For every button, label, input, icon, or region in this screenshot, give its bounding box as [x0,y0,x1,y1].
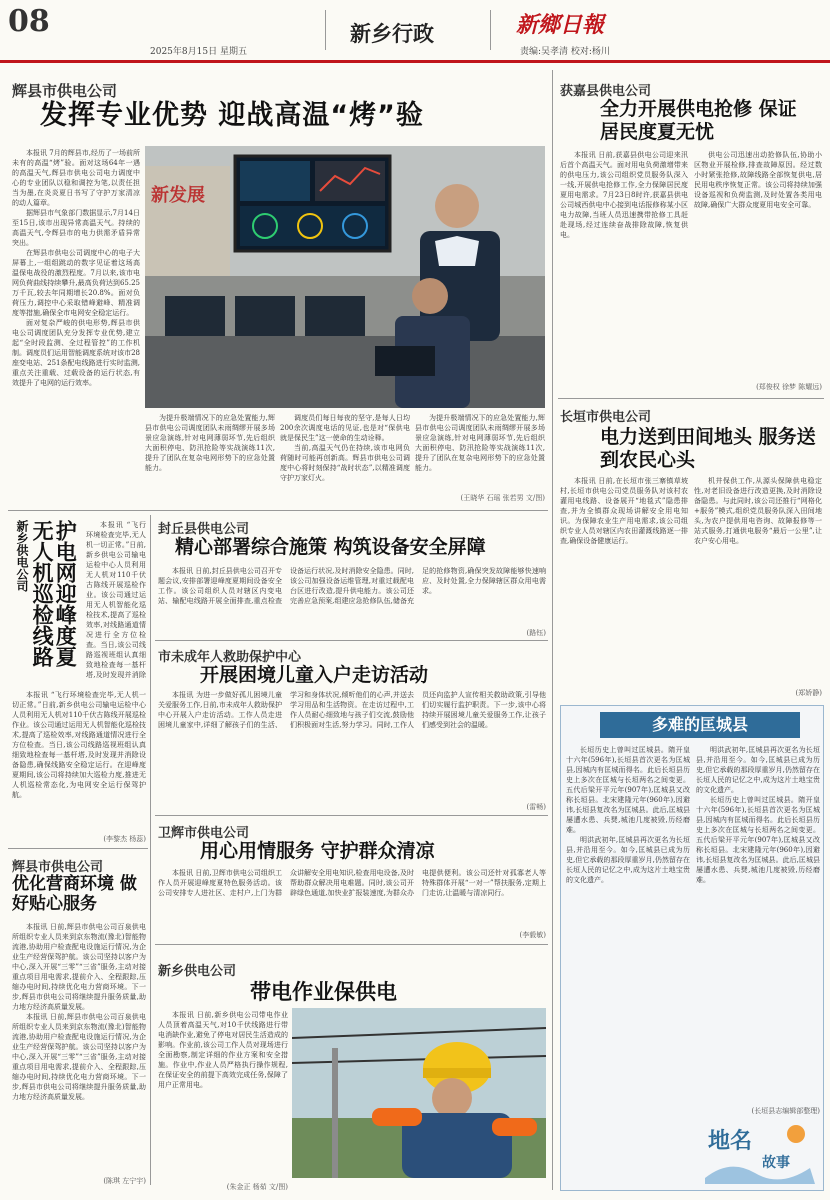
article-body: 本报讯 日前,封丘县供电公司召开专题会议,安排部署迎峰度夏期间设备安全工作。该公司组织人员对辖区内变电站、输配电线路开展全面排查,重点检查设备运行状况,及时消除安全隐患。同时,该公司加强设备运维管理,对重过载配电台区进行改造,提升供电能力。该公司还完善应急预案,组建应急抢修队伍,储备充足的抢修物资,确保突发故障能够快速响应、及时处置,全力保障辖区群众用电需求。 [158,567,546,605]
article-title: 护电网迎峰度夏 无人机巡检线路 [30,520,78,667]
article-body: 长垣历史上曾叫过匡城县。隋开皇十六年(596年),长垣县首次更名为匡城县,因城内有匡城而得名。此后长垣县历史上多次在匡城与长垣两名之间变更。五代后梁开平元年(907年),匡城县又改称长垣县。北宋建隆元年(960年),因避讳,长垣县复改名为匡城县。此后,匡城县屡遭水患、兵燹,城池几度被毁,历经磨难。 明洪武初年,匡城县再次更名为长垣县,并沿用至今。如今,匡城县已成为历史,但它承载的那段厚重岁月,仍然留存在长垣人民的记忆之中,成为这片土地宝贵的文化遗产。 [566,746,690,884]
article-body: 本报讯 日前,获嘉县供电公司迎来汛后首个高温天气。面对用电负荷激增带来的供电压力,该公司组织党员服务队深入一线,开展供电抢修工作,全力保障居民度夏用电需求。7月23日8时许,获嘉县供电公司城西供电中心接到电话报修称某小区电力故障,当班人员迅速携带抢修工具赶赴现场,经过连续奋战排除故障,恢复供电。 [560,151,688,239]
editor-line: 责编:吴孝清 校对:杨川 [520,47,610,57]
article-kicker: 卫辉市供电公司 [158,826,250,841]
divider [325,10,326,50]
article-title: 带电作业保供电 [250,980,397,1004]
article-title: 开展困境儿童入户走访活动 [200,664,429,686]
article-kicker: 新乡供电公司 [158,964,237,979]
column-logo-text: 地名 [708,1129,753,1154]
article-byline: (李黎杰 杨蕊) [103,835,146,843]
column-title: 多难的匡城县 [600,712,800,738]
article-kicker: 长垣市供电公司 [560,410,652,425]
divider [558,398,824,399]
article-byline: (雷畅) [526,803,546,811]
divider [155,815,548,816]
column-divider [150,515,151,1185]
article-kicker: 市未成年人救助保护中心 [158,650,302,665]
article-body: 本报讯 7月的辉县市,经历了一场前所未有的高温“烤”验。面对这场64年一遇的高温天气,辉县市供电公司电力调度中心的专业团队以稳和调控为笔,以责任担当为墨,在炎炎夏日书写了守护万家清凉的动人篇章。 据辉县市气象部门数据显示,7月14日至15日,该市出现异常高温天气。持续的高温天气,令辉县市的电力供需矛盾异常突出。 在辉县市供电公司调度中心的电子大屏幕上,一组组跳动的数字见证着这场高温保电战役的激烈程度。7月以来,该市电网负荷曲线持续攀升,最高负荷达到65.25万千瓦,较去年同期增长20.8%。面对负荷压力,调控中心采取错峰避峰、精准调度等措施,确保全市电网安全稳定运行。 面对复杂严峻的供电形势,辉县市供电公司调度团队充分发挥专业优势,建立起“全时段监测、全过程管控”的工作机制。调度员们运用智能调度系统对该市28座变电站、251条配电线路进行实时监测,重点关注重载、过载设备的运行状态,有效提升了电网的运行效率。 [12,149,140,387]
divider [8,510,548,511]
article-title: 发挥专业优势 迎战高温“烤”验 [40,100,424,131]
article-byline: (李毅敏) [519,931,546,939]
article-body: 本报讯 “飞行环境检查完毕,无人机一切正常。”日前,新乡供电公司输电运检中心人员利用无人机对110千伏古陈线开展巡检作业。该公司通过运用无人机智能化巡检技术,提高了巡检效率,对线路通道情况进行全方位检查。当日,该公司线路巡视班组认真细致地检查每一基杆塔,及时发现并消除 [86,521,146,679]
article-kicker: 辉县市供电公司 [12,860,104,875]
divider [155,640,548,641]
article-byline: (郑娇静) [795,689,822,697]
article-body: 供电公司迅速出动抢修队伍,协助小区物业开展检修,排查故障原因。经过数小时紧张抢修,故障线路全部恢复供电,居民用电秩序恢复正常。该公司将持续加强设备巡视和负荷监测,及时处置各类用电故障,确保广大群众度夏用电安全可靠。 [694,151,822,209]
dispatch-center-photo [145,146,545,408]
article-byline: (朱金正 杨茹 文/图) [226,1183,288,1191]
article-byline: (路钰) [526,629,546,637]
article-body: 明洪武初年,匡城县再次更名为长垣县,并沿用至今。如今,匡城县已成为历史,但它承载的那段厚重岁月,仍然留存在长垣人民的记忆之中,成为这片土地宝贵的文化遗产。 长垣历史上曾叫过匡城县。隋开皇十六年(596年),长垣县首次更名为匡城县,因城内有匡城而得名。此后长垣县历史上多次在匡城与长垣两名之间变更。五代后梁开平元年(907年),匡城县又改称长垣县。北宋建隆元年(960年),因避讳,长垣县复改名为匡城县。此后,匡城县屡遭水患、兵燹,城池几度被毁,历经磨难。 [696,746,820,884]
article-title: 电力送到田间地头 服务送到农民心头 [600,426,816,471]
article-byline: (王晓华 石瑶 张若男 文/图) [460,494,545,502]
article-byline: (郑俊权 徐梦 陈耀远) [756,383,822,391]
article-byline: (陈琪 左宁宇) [103,1177,146,1185]
issue-date: 2025年8月15日 星期五 [150,47,247,57]
article-title: 全力开展供电抢修 保证居民度夏无忧 [600,98,797,143]
article-body: 本报讯 为进一步做好孤儿困境儿童关爱服务工作,日前,市未成年人救助保护中心开展入户走访活动。工作人员走进困境儿童家中,详细了解孩子们的生活、学习和身体状况,倾听他们的心声,并送去学习用品和生活物资。在走访过程中,工作人员耐心细致地与孩子们交流,鼓励他们积极面对生活,努力学习。同时,工作人员还向监护人宣传相关救助政策,引导他们切实履行监护职责。下一步,该中心将持续开展困境儿童关爱服务工作,让孩子们感受到社会的温暖。 [158,691,546,729]
article-title: 优化营商环境 做好贴心服务 [12,874,137,915]
article-byline: (长垣县志编辑部整理) [751,1107,820,1115]
newspaper-logo: 新鄉日報 [516,13,605,38]
article-kicker: 封丘县供电公司 [158,522,250,537]
divider [155,944,548,945]
article-body: 调度员们每日每夜的坚守,是每人日均200余次调度电话的见证,也是对“保供电就是保民生”这一使命的生动诠释。 当前,高温天气仍在持续,该市电网负荷随时可能再创新高。辉县市供电公司调度中心将时刻保持“战时状态”,以精准调度守护万家灯火。 [280,414,410,482]
article-body: 本报讯 日前,在长垣市张三寨镇草坡村,长垣市供电公司党员服务队对该村农灌用电线路、设备展开“地毯式”隐患排查,并为全镇群众现场讲解安全用电知识。为保障农业生产用电需求,该公司组织专业人员对辖区内农田灌溉线路逐一排查,确保设备健康运行。 [560,477,688,545]
column-logo [700,1118,820,1184]
article-title: 用心用情服务 守护群众清凉 [200,840,435,862]
article-body: 本报讯 日前,辉县市供电公司百泉供电所组织专业人员来到京东物流(豫北)智能物流港,协助用户检查配电设施运行情况,为企业生产经营保驾护航。该公司坚持以客户为中心,深入开展“三零”“三省”服务,主动对接重点项目用电需求,提前介入、全程跟踪,压缩办电时间,持续优化电力营商环境。下一步,辉县市供电公司将继续提升服务质量,助力地方经济高质量发展。 本报讯 日前,辉县市供电公司百泉供电所组织专业人员来到京东物流(豫北)智能物流港,协助用户检查配电设施运行情况,为企业生产经营保驾护航。该公司坚持以客户为中心,深入开展“三零”“三省”服务,主动对接重点项目用电需求,提前介入、全程跟踪,压缩办电时间,持续优化电力营商环境。下一步,辉县市供电公司将继续提升服务质量,助力地方经济高质量发展。 [12,923,146,1101]
article-body: 机井保供工作,从源头保障供电稳定性,对老旧设备进行改造更换,及时消除设备隐患。与此同时,该公司还推行“网格化+服务”模式,组织党员服务队深入田间地头,为农户提供用电咨询、故障报修等一站式服务,打通供电服务“最后一公里”,让农户安心用电。 [694,477,822,545]
divider [8,848,148,849]
article-body: 本报讯 日前,卫辉市供电公司组织工作人员开展迎峰度夏特色服务活动。该公司安排专人进社区、走村户,上门为群众讲解安全用电知识,检查用电设备,及时帮助群众解决用电难题。同时,该公司开辟绿色通道,加快业扩报装速度,为群众办电提供便利。该公司还针对孤寡老人等特殊群体开展“一对一”帮扶服务,定期上门走访,让温暖与清凉同行。 [158,869,546,897]
article-kicker: 获嘉县供电公司 [560,84,652,99]
section-title: 新乡行政 [350,22,434,46]
article-body: 本报讯 “飞行环境检查完毕,无人机一切正常。”日前,新乡供电公司输电运检中心人员利用无人机对110千伏古陈线开展巡检作业。该公司通过运用无人机智能化巡检技术,提高了巡检效率,对线路通道情况进行全方位检查。当日,该公司线路巡视班组认真细致地检查每一基杆塔,及时发现并消除设备隐患,确保线路安全稳定运行。在迎峰度夏期间,该公司将持续加大巡检力度,推进无人机巡检常态化,为电网安全运行保驾护航。 [12,691,146,799]
column-divider [552,70,553,1190]
svg-text:新发展: 新发展 [151,185,205,206]
article-title: 精心部署综合施策 构筑设备安全屏障 [175,536,486,558]
article-body: 本报讯 日前,新乡供电公司带电作业人员顶着高温天气,对10千伏线路进行带电消缺作业,避免了停电对居民生活造成的影响。作业前,该公司工作人员对现场进行全面勘察,制定详细的作业方案和安全措施。作业中,作业人员严格执行操作规程,在保证安全的前提下高效完成任务,保障了用户正常用电。 [158,1011,288,1089]
column-logo-text: 故事 [762,1155,790,1171]
article-body: 为提升极端情况下的应急处置能力,辉县市供电公司调度团队未雨绸缪开展多场景应急演练,针对电网薄弱环节,先后组织大面积停电、防汛抢险等实战演练11次,提升了团队在复杂电网形势下的应急处置能力。 [145,414,275,472]
article-kicker: 新乡供电公司 [15,520,29,592]
header-rule [0,60,830,63]
live-line-work-photo [292,1008,546,1178]
article-body: 为提升极端情况下的应急处置能力,辉县市供电公司调度团队未雨绸缪开展多场景应急演练,针对电网薄弱环节,先后组织大面积停电、防汛抢险等实战演练11次,提升了团队在复杂电网形势下的应急处置能力。 [415,414,545,472]
page-number: 08 [8,4,50,39]
divider [490,10,491,50]
article-kicker: 辉县市供电公司 [12,82,118,100]
